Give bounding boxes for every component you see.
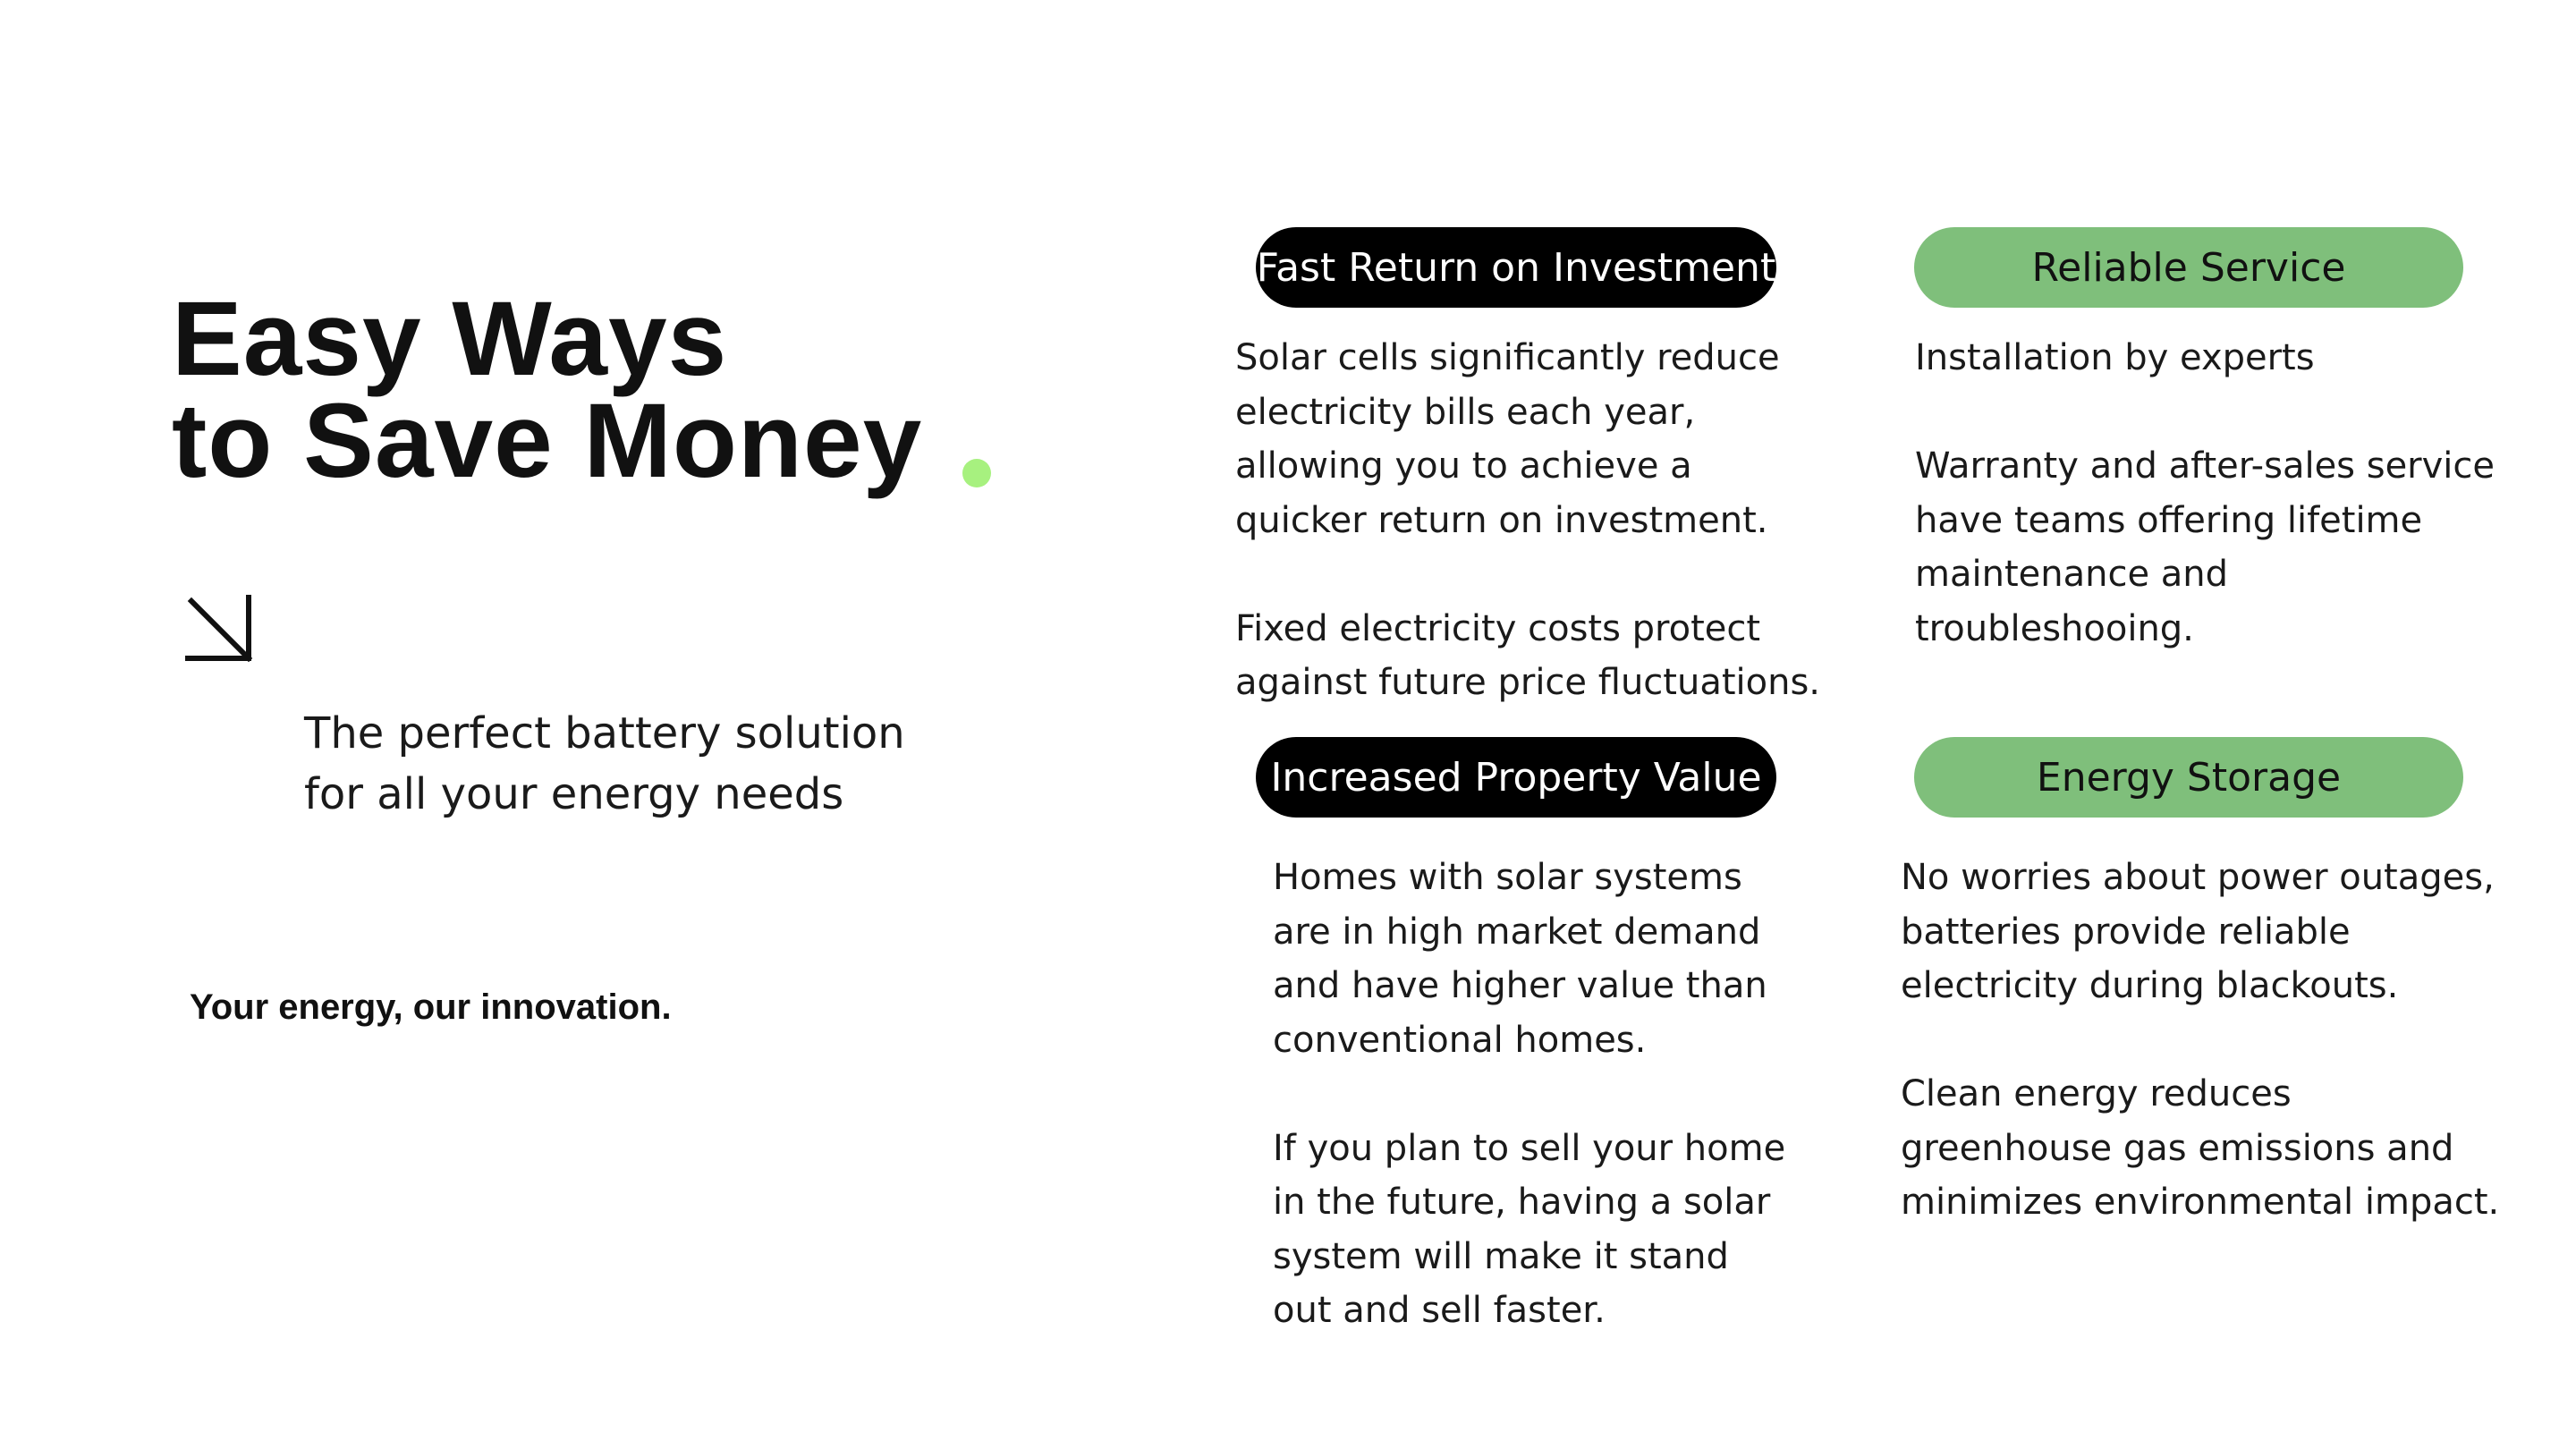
page-title-line-1: Easy Ways: [172, 280, 728, 398]
text-line: Solar cells significantly reduce: [1235, 337, 1780, 378]
property-value-body: [1273, 851, 1785, 1338]
text-line: troubleshooing.: [1915, 607, 2194, 649]
text-line: minimizes environmental impact.: [1901, 1182, 2500, 1223]
property-value-title-pill: [1256, 737, 1776, 818]
fast-return-title: Fast Return on Investment: [1256, 244, 1776, 291]
reliable-service-body: [1915, 331, 2495, 656]
energy-storage-title: Energy Storage: [2036, 754, 2342, 801]
slogan: Your energy, our innovation.: [190, 987, 672, 1027]
page-title-line-2: to Save Money: [172, 382, 923, 500]
text-line: Homes with solar systems: [1273, 857, 1742, 898]
accent-dot: [962, 459, 991, 487]
property-value-paragraph-2: [1273, 1122, 1785, 1338]
fast-return-body: [1235, 331, 1820, 710]
text-line: allowing you to achieve a: [1235, 445, 1692, 487]
energy-storage-body: [1901, 851, 2499, 1230]
property-value-paragraph-1: [1273, 851, 1785, 1067]
reliable-service-paragraph-1: [1915, 331, 2495, 386]
reliable-service-title-pill: [1914, 227, 2463, 308]
tagline: [304, 703, 905, 825]
reliable-service-title: Reliable Service: [2031, 244, 2346, 291]
text-line: system will make it stand: [1273, 1235, 1729, 1277]
tagline-line-1: The perfect battery solution: [304, 708, 905, 758]
page-title: [172, 280, 923, 500]
text-line: electricity during blackouts.: [1901, 965, 2399, 1006]
fast-return-paragraph-2: [1235, 602, 1820, 710]
text-line: batteries provide reliable: [1901, 911, 2351, 953]
fast-return-paragraph-1: [1235, 331, 1820, 547]
text-line: and have higher value than: [1273, 965, 1767, 1006]
text-line: are in high market demand: [1273, 911, 1761, 953]
reliable-service-paragraph-2: [1915, 439, 2495, 656]
energy-storage-paragraph-2: [1901, 1067, 2499, 1230]
fast-return-title-pill: [1256, 227, 1776, 308]
text-line: No worries about power outages,: [1901, 857, 2495, 898]
text-line: Warranty and after-sales service: [1915, 445, 2496, 487]
text-line: out and sell faster.: [1273, 1290, 1606, 1331]
text-line: If you plan to sell your home: [1273, 1127, 1786, 1169]
text-line: have teams offering lifetime: [1915, 499, 2423, 541]
text-line: quicker return on investment.: [1235, 499, 1768, 541]
property-value-title: Increased Property Value: [1270, 754, 1762, 801]
text-line: maintenance and: [1915, 554, 2229, 595]
energy-storage-title-pill: [1914, 737, 2463, 818]
text-line: Installation by experts: [1915, 337, 2315, 378]
arrow-down-right-icon: [184, 594, 256, 665]
text-line: greenhouse gas emissions and: [1901, 1127, 2454, 1169]
text-line: Fixed electricity costs protect: [1235, 607, 1761, 649]
energy-storage-paragraph-1: [1901, 851, 2499, 1013]
text-line: electricity bills each year,: [1235, 391, 1696, 433]
text-line: against future price fluctuations.: [1235, 662, 1821, 703]
text-line: conventional homes.: [1273, 1019, 1647, 1061]
text-line: in the future, having a solar: [1273, 1182, 1771, 1223]
tagline-line-2: for all your energy needs: [304, 769, 844, 819]
text-line: Clean energy reduces: [1901, 1073, 2292, 1114]
